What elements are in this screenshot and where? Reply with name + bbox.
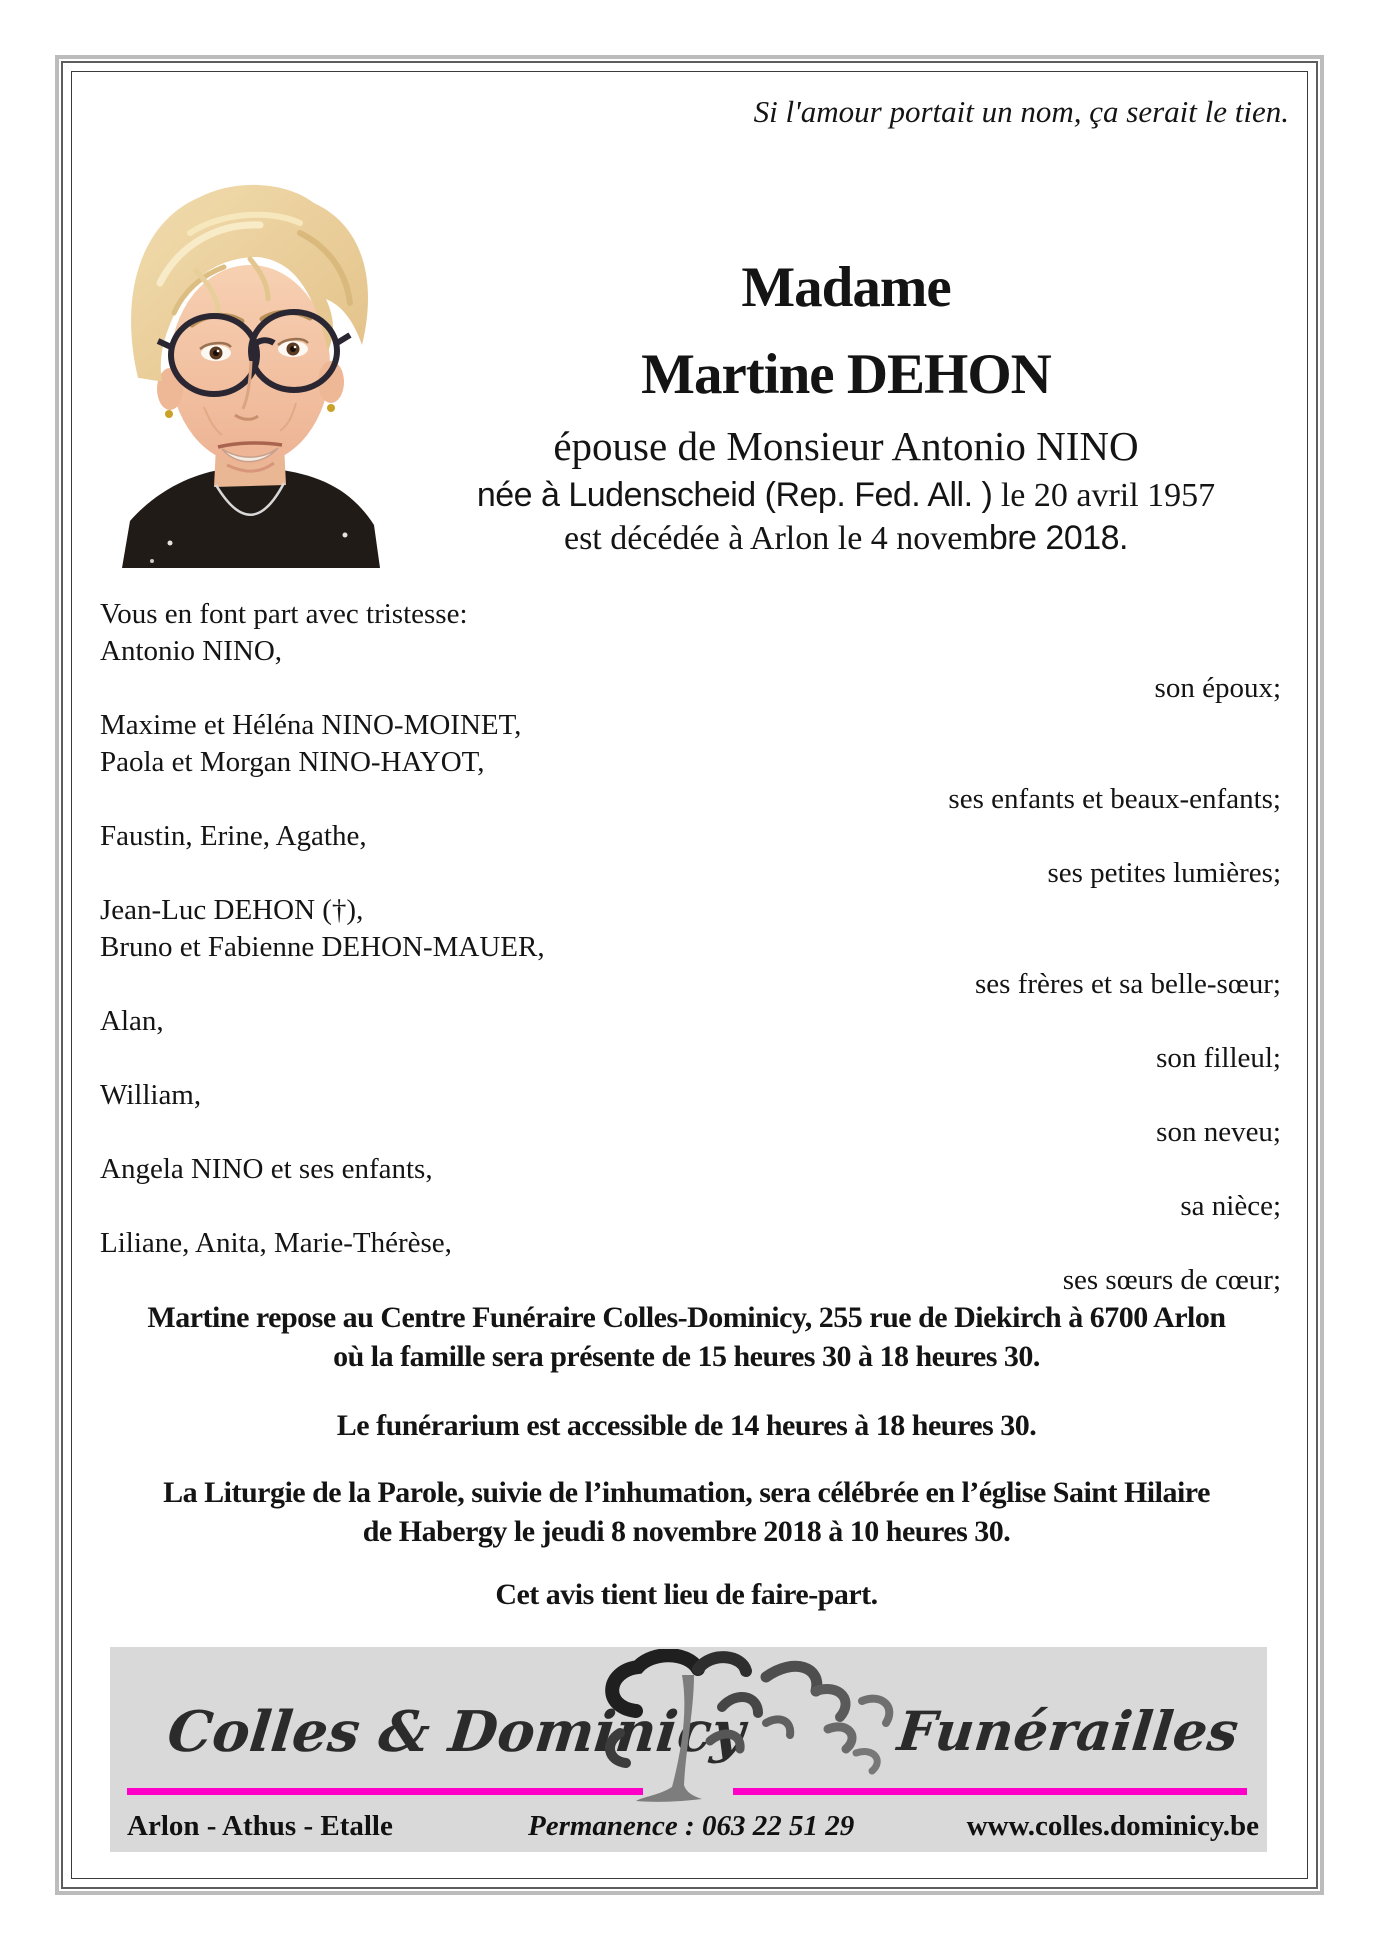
- funeral-home-banner: [110, 1647, 1267, 1852]
- family-row: Jean-Luc DEHON (†),: [100, 894, 364, 926]
- family-role: ses sœurs de cœur;: [1062, 1264, 1281, 1296]
- spouse-line: épouse de Monsieur Antonio NINO: [553, 423, 1139, 469]
- family-role: sa nièce;: [1180, 1190, 1281, 1222]
- family-intro: Vous en font part avec tristesse:: [100, 598, 468, 630]
- family-row: Maxime et Héléna NINO-MOINET,: [100, 709, 522, 741]
- family-list: [100, 596, 1281, 1299]
- birth-place: née à Ludenscheid (Rep. Fed. All. ): [476, 476, 993, 514]
- footer-info-row: [110, 1810, 1267, 1846]
- company-service-label: Funérailles: [894, 1699, 1242, 1763]
- deceased-title-block: [406, 244, 1286, 560]
- family-row: Alan,: [100, 1005, 164, 1037]
- announcement-line: Cet avis tient lieu de faire-part.: [495, 1578, 878, 1611]
- family-role: son filleul;: [1156, 1042, 1281, 1074]
- announcement-faire-part: [76, 1575, 1297, 1614]
- announcement-line: Le funérarium est accessible de 14 heures à 18 heures 30.: [336, 1409, 1037, 1442]
- family-role: son neveu;: [1156, 1116, 1281, 1148]
- death-place: est décédée à Arlon le 4 novem: [563, 520, 989, 557]
- page-content: [76, 76, 1297, 1867]
- website-url: www.colles.dominicy.be: [966, 1810, 1259, 1842]
- announcement-line: de Habergy le jeudi 8 novembre 2018 à 10 heures 30.: [362, 1515, 1011, 1548]
- family-role: ses frères et sa belle-sœur;: [975, 968, 1281, 1000]
- branch-locations: Arlon - Athus - Etalle: [127, 1810, 393, 1842]
- title-madame: Madame: [741, 256, 951, 319]
- family-row: Antonio NINO,: [100, 635, 283, 667]
- family-row: Faustin, Erine, Agathe,: [100, 820, 367, 852]
- death-line: [406, 517, 1286, 560]
- announcement-funerarium: [76, 1406, 1297, 1445]
- announcement-line: où la famille sera présente de 15 heures 30 à 18 heures 30.: [333, 1340, 1040, 1373]
- epitaph-quote: Si l'amour portait un nom, ça serait le tien.: [753, 94, 1289, 129]
- family-row: William,: [100, 1079, 202, 1111]
- death-date: bre 2018.: [988, 519, 1128, 557]
- family-row: Liliane, Anita, Marie-Thérèse,: [100, 1227, 452, 1259]
- permanence-phone: Permanence : 063 22 51 29: [528, 1810, 855, 1842]
- family-row: Paola et Morgan NINO-HAYOT,: [100, 746, 485, 778]
- birth-date: le 20 avril 1957: [992, 477, 1216, 514]
- portrait-illustration: [100, 163, 400, 568]
- accent-rule-right: [733, 1788, 1247, 1795]
- family-row: Bruno et Fabienne DEHON-MAUER,: [100, 931, 545, 963]
- announcement-line: Martine repose au Centre Funéraire Colles-Dominicy, 255 rue de Diekirch à 6700 Arlon: [147, 1301, 1226, 1334]
- family-role: son époux;: [1154, 672, 1281, 704]
- deceased-name: Martine DEHON: [641, 343, 1051, 406]
- family-role: ses enfants et beaux-enfants;: [948, 783, 1281, 815]
- announcement-repose: [76, 1298, 1297, 1376]
- portrait-photo: [100, 163, 400, 568]
- birth-line: [406, 474, 1286, 517]
- family-row: Angela NINO et ses enfants,: [100, 1153, 433, 1185]
- tree-icon: [590, 1649, 920, 1822]
- family-role: ses petites lumières;: [1047, 857, 1281, 889]
- announcement-line: La Liturgie de la Parole, suivie de l’inhumation, sera célébrée en l’église Saint Hilaire: [163, 1476, 1210, 1509]
- company-name: Colles & Dominicy: [164, 1699, 748, 1765]
- accent-rule-left: [127, 1788, 643, 1795]
- announcement-liturgie: [76, 1473, 1297, 1551]
